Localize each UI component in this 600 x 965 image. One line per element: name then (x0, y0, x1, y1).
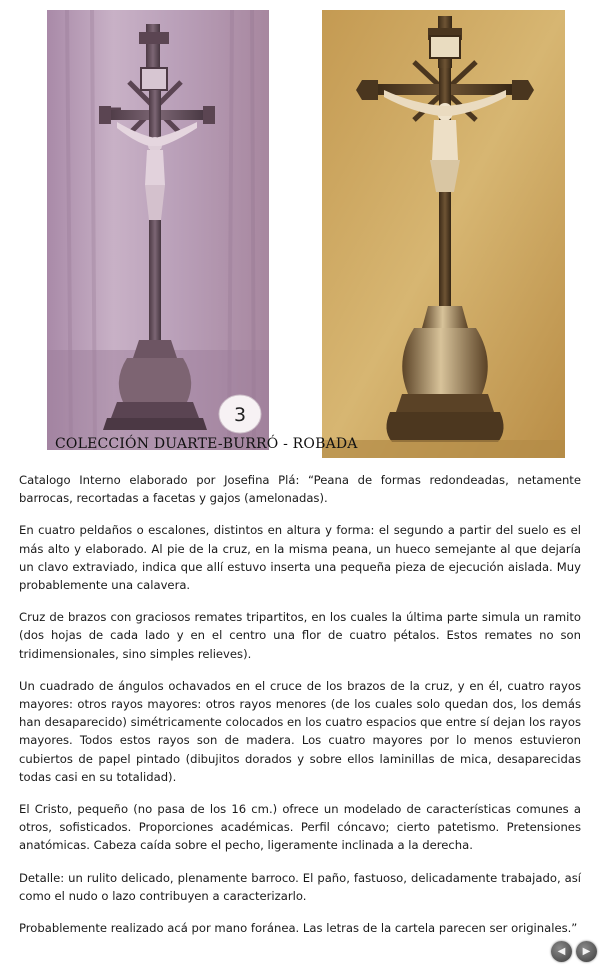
crucifix-image-left (47, 10, 269, 450)
crucifix-image-right (322, 10, 565, 458)
previous-button[interactable] (551, 941, 572, 962)
paragraph: El Cristo, pequeño (no pasa de los 16 cm.) ofrece un modelado de características comunes a otros, sofisticados. Proporciones académicas. Perfil cóncavo; cierto patetismo. Pretensiones anatómicas. Cabeza caída sobre el pecho, ligeramente inclinada a la derecha. (19, 802, 581, 853)
paragraph: Detalle: un rulito delicado, plenamente barroco. El paño, fastuoso, delicadamente trabajado, así como el nudo o lazo contribuyen a caracterizarlo. (19, 870, 581, 903)
photo-number-badge: 3 (233, 404, 247, 426)
arrow-left-icon: ◀ (557, 945, 566, 957)
collection-caption: COLECCIÓN DUARTE-BURRÓ - ROBADA (55, 436, 358, 452)
crucifix-photo-left (47, 10, 269, 450)
paragraph: Cruz de brazos con graciosos remates tripartitos, en los cuales la última parte simula un ramito (dos hojas de cada lado y en el centro una flor de cuatro pétalos. Estos remates no son tridimensionales, sino simples relieves). (19, 610, 581, 661)
catalog-description (19, 471, 581, 951)
paragraph: En cuatro peldaños o escalones, distintos en altura y forma: el segundo a partir del suelo es el más alto y elaborado. Al pie de la cruz, en la misma peana, un hueco semejante al que dejaría un clavo extraviado, indica que allí estuvo inserta una pequeña pieza de ejecución aislada. Muy probablemente una calavera. (19, 523, 581, 593)
paragraph: Probablemente realizado acá por mano foránea. Las letras de la cartela parecen ser originales.” (19, 921, 578, 936)
paragraph: Catalogo Interno elaborado por Josefina Plá: “Peana de formas redondeadas, netamente barrocas, recortadas a facetas y gajos (amelonadas). (19, 473, 581, 506)
arrow-right-icon: ▶ (582, 945, 591, 957)
next-button[interactable] (576, 941, 597, 962)
crucifix-photo-right (322, 10, 565, 458)
paragraph: Un cuadrado de ángulos ochavados en el cruce de los brazos de la cruz, y en él, cuatro rayos mayores: otros rayos mayores: otros rayos menores (de los cuales solo quedan dos, los demás han desaparecido) simétricamente colocados en los cuatro espacios que entre sí dejan los rayos mayores. Todos estos rayos son de madera. Los cuatro mayores por lo menos estuvieron cubiertos de papel pintado (dibujitos dorados y sobre ellos laminillas de mica, desaparecidas todas casi en su totalidad). (19, 678, 581, 784)
